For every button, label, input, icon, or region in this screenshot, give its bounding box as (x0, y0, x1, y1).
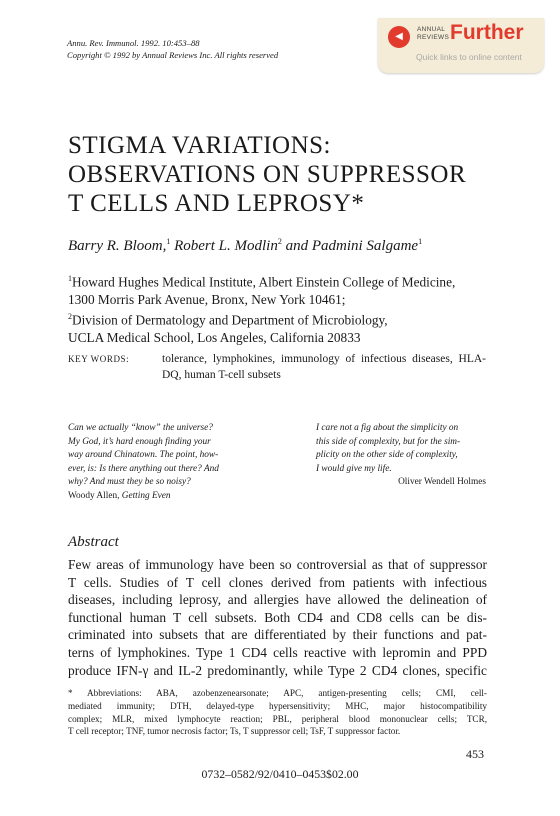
author-list (68, 237, 422, 255)
epigraph-line: plicity on the other side of complexity, (316, 450, 458, 460)
author-name: Robert L. Modlin (174, 238, 278, 254)
epigraph-line: I would give my life. (316, 463, 392, 474)
author-name: Padmini Salgame (311, 238, 419, 254)
affil-sup: 1 (68, 274, 72, 283)
abstract-body (68, 556, 487, 679)
footnote-line: complex; MLR, mixed lymphocyte reaction; PBL, peripheral blood mononuclear cells; TCR, (68, 713, 487, 724)
epigraph-source: Getting Even (121, 490, 171, 501)
copyright-line: Copyright © 1992 by Annual Reviews Inc. All rights reserved (67, 50, 279, 60)
abstract-line: terns of lymphokines. Type 1 CD4 cells reactive with lepromin and PPD (68, 644, 487, 660)
issn-code: 0732–0582/92/0410–0453$02.00 (201, 767, 359, 781)
author-name: Barry R. Bloom, (68, 238, 167, 254)
page-number: 453 (466, 747, 484, 761)
epigraph-line: I care not a fig about the simplicity on (316, 423, 459, 433)
abstract-heading: Abstract (68, 534, 119, 550)
epigraph-attribution: Oliver Wendell Holmes (398, 477, 486, 487)
epigraph-line: My God, it’s hard enough finding your (68, 436, 211, 447)
keywords-text: tolerance, lymphokines, immunology of infectious diseases, HLA-DQ, human T-cell subsets (162, 353, 486, 381)
footnote-line: * Abbreviations: ABA, azobenzenearsonate; APC, antigen-presenting cells; CMI, cell- (68, 688, 487, 698)
affiliation-line: Division of Dermatology and Department of Microbiology, (72, 312, 388, 328)
affiliations (68, 270, 455, 346)
author-conjunction: and (285, 238, 309, 254)
annual-reviews-logo: ANNUAL REVIEWS (417, 26, 450, 41)
affil-sup: 2 (68, 312, 72, 322)
title-line: STIGMA VARIATIONS: (68, 132, 331, 159)
keywords-label: KEY WORDS: (68, 354, 130, 364)
epigraph-line: why? And must they be so noisy? (68, 477, 191, 487)
title-line: OBSERVATIONS ON SUPPRESSOR (68, 161, 467, 188)
author-affil-sup: 2 (277, 237, 282, 246)
epigraph-left (68, 422, 268, 503)
speaker-icon: ◀ (388, 26, 410, 48)
journal-citation (67, 37, 278, 61)
epigraph-line: ever, is: Is there anything out there? And (68, 463, 219, 474)
title-line: T CELLS AND LEPROSY* (68, 190, 365, 217)
epigraph-right (316, 422, 486, 490)
epigraph-line: this side of complexity, but for the sim- (316, 436, 461, 447)
abstract-line: functional human T cell subsets. Both CD4 and CD8 cells can be dis- (68, 609, 487, 625)
affiliation-line: 1300 Morris Park Avenue, Bronx, New York 10461; (68, 291, 346, 307)
abstract-line: criminated into subsets that are differentiated by their functions and pat- (68, 627, 487, 643)
footnote-line: T cell receptor; TNF, tumor necrosis factor; Ts, T suppressor cell; TsF, T suppressor factor. (68, 726, 401, 737)
abstract-line: Few areas of immunology have been so controversial as that of suppressor (68, 557, 487, 572)
abstract-line: T cells. Studies of T cell clones derived from patients with infectious (68, 574, 487, 590)
epigraph-line: Can we actually “know” the universe? (68, 423, 213, 433)
further-badge[interactable] (378, 18, 544, 73)
article-title (68, 131, 466, 218)
further-label: Further (450, 21, 524, 44)
quick-links-label: Quick links to online content (416, 52, 522, 62)
author-affil-sup: 1 (418, 237, 423, 246)
affiliation-line: Howard Hughes Medical Institute, Albert Einstein College of Medicine, (72, 274, 456, 290)
abstract-line: diseases, including leprosy, and allergies have allowed the delineation of (68, 592, 487, 608)
abstract-line: produce IFN-γ and IL-2 predominantly, while Type 2 CD4 clones, specific (68, 662, 487, 678)
footnote-line: mediated immunity; DTH, delayed-type hypersensitivity; MHC, major histocompatibility (68, 700, 487, 711)
affiliation-line: UCLA Medical School, Los Angeles, California 20833 (68, 329, 361, 345)
footnote (68, 687, 487, 738)
author-affil-sup: 1 (166, 237, 171, 246)
epigraph-line: way around Chinatown. The point, how- (68, 450, 219, 460)
journal-line: Annu. Rev. Immunol. 1992. 10:453–88 (67, 38, 200, 48)
epigraph-attribution: Woody Allen, (68, 490, 120, 501)
